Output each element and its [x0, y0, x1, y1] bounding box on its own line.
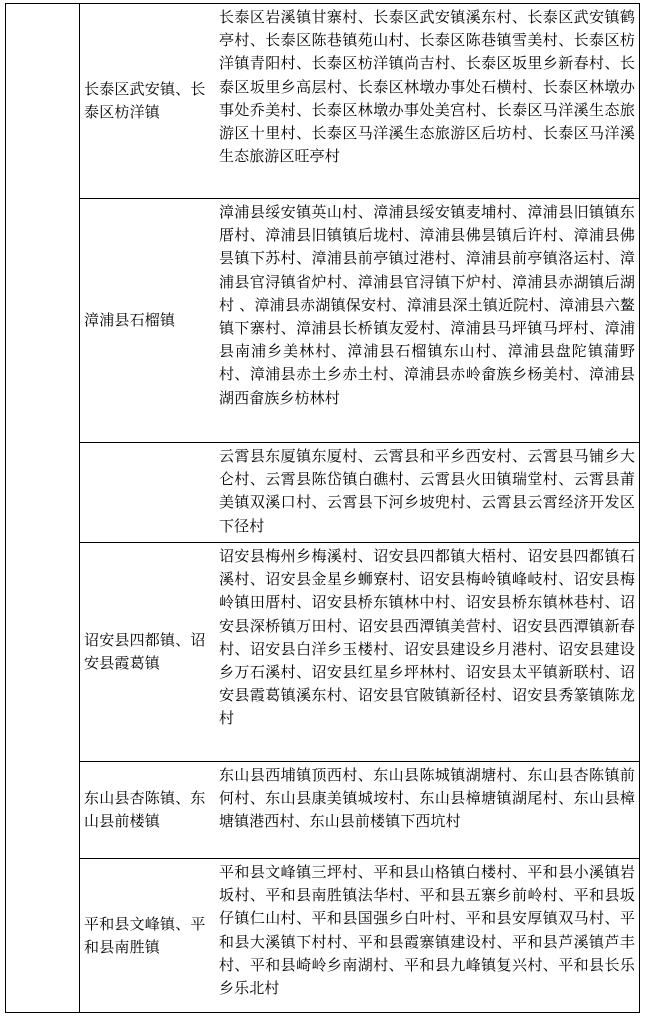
region-cell: 漳浦县石榴镇 — [84, 311, 176, 329]
region-cell: 诏安县四都镇、诏安县霞葛镇 — [84, 631, 206, 672]
table-row — [79, 443, 639, 543]
region-cell: 平和县文峰镇、平和县南胜镇 — [84, 914, 206, 956]
table-row — [79, 859, 639, 1012]
village-list-cell: 长泰区岩溪镇甘寨村、长泰区武安镇溪东村、长泰区武安镇鹤亭村、长泰区陈巷镇苑山村、长泰区陈巷镇雪美村、长泰区枋洋镇青阳村、长泰区枋洋镇尚吉村、长泰区坂里乡新春村、长泰区坂里乡高层村、长泰区林墩办事处石横村、长泰区林墩办事处乔美村、长泰区林墩办事处美宫村、长泰区马洋溪生态旅游区十里村、长泰区马洋溪生态旅游区后坊村、长泰区马洋溪生态旅游区旺亭村 — [219, 8, 635, 166]
table-row — [79, 4, 639, 199]
region-cell: 东山县杏陈镇、东山县前楼镇 — [84, 789, 206, 830]
village-list-cell: 平和县文峰镇三坪村、平和县山格镇白楼村、平和县小溪镇岩坂村、平和县南胜镇法华村、平和县五寨乡前岭村、平和县坂仔镇仁山村、平和县国强乡白叶村、平和县安厚镇双马村、平和县大溪镇下村村、平和县霞寨镇建设村、平和县芦溪镇芦丰村、平和县崎岭乡南湖村、平和县九峰镇复兴村、平和县长乐乡乐北村 — [219, 863, 635, 998]
table-row — [79, 199, 639, 443]
region-cell — [79, 443, 215, 542]
village-list-cell: 诏安县梅州乡梅溪村、诏安县四都镇大梧村、诏安县四都镇石溪村、诏安县金星乡蛳寮村、诏安县梅岭镇峰岐村、诏安县梅岭镇田厝村、诏安县桥东镇林中村、诏安县桥东镇林巷村、诏安县深桥镇万田村、诏安县西潭镇美营村、诏安县西潭镇新春村、诏安县白洋乡玉楼村、诏安县建设乡月港村、诏安县建设乡万石溪村、诏安县红星乡坪林村、诏安县太平镇新联村、诏安县霞葛镇溪东村、诏安县官陂镇新径村、诏安县秀篆镇陈龙村 — [219, 547, 635, 728]
table-row — [79, 762, 639, 859]
table-row — [79, 543, 639, 762]
region-cell: 长泰区武安镇、长泰区枋洋镇 — [84, 80, 206, 121]
village-list-cell: 漳浦县绥安镇英山村、漳浦县绥安镇麦埔村、漳浦县旧镇镇东厝村、漳浦县旧镇镇后垅村、漳浦县佛昙镇后许村、漳浦县佛昙镇下苏村、漳浦县前亭镇过港村、漳浦县前亭镇洛运村、漳浦县官浔镇省炉村、漳浦县官浔镇下炉村、漳浦县赤湖镇后湖村 、漳浦县赤湖镇保安村、漳浦县深土镇近院村、漳浦县六鳌镇下寨村、漳浦县长桥镇友爱村、漳浦县马坪镇马坪村、漳浦县南浦乡美林村、漳浦县石榴镇东山村、漳浦县盘陀镇蒲野村、漳浦县赤土乡赤土村、漳浦县赤岭畲族乡杨美村、漳浦县湖西畲族乡枋林村 — [219, 203, 635, 407]
village-table — [5, 3, 640, 1013]
village-list-cell: 东山县西埔镇顶西村、东山县陈城镇湖塘村、东山县杏陈镇前何村、东山县康美镇城垵村、东山县樟塘镇湖尾村、东山县樟塘镇港西村、东山县前楼镇下西坑村 — [219, 766, 635, 831]
village-list-cell: 云霄县东厦镇东厦村、云霄县和平乡西安村、云霄县马铺乡大仑村、云霄县陈岱镇白礁村、云霄县火田镇瑞堂村、云霄县莆美镇双溪口村、云霄县下河乡坡兜村、云霄县云霄经济开发区下径村 — [219, 447, 635, 535]
